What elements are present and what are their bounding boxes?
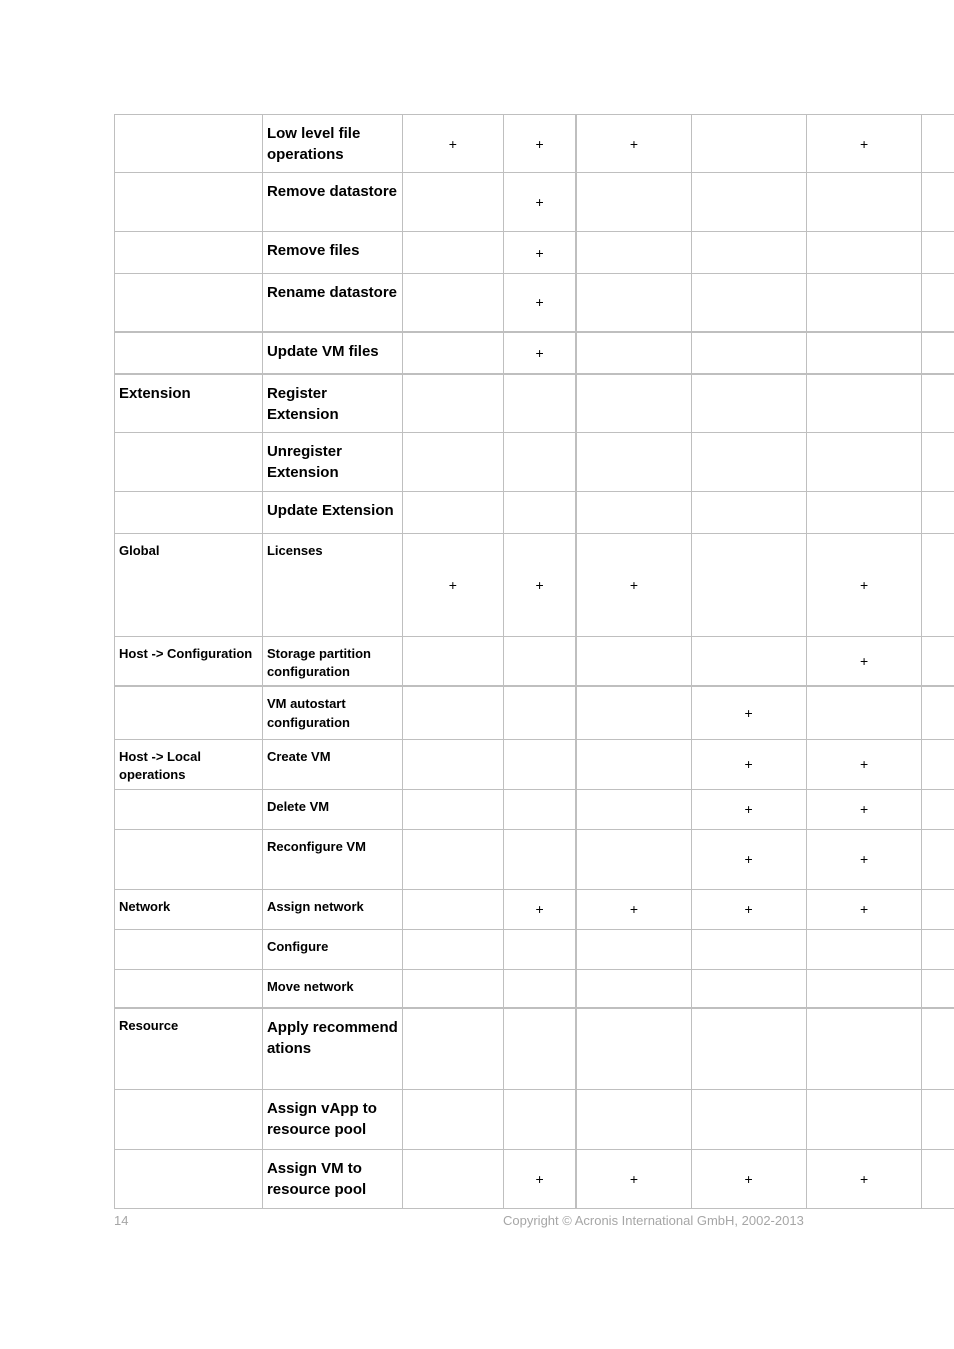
- empty-cell: [922, 534, 954, 637]
- category-cell: [115, 492, 263, 534]
- mark-cell: [691, 492, 806, 534]
- mark-cell: [806, 492, 922, 534]
- mark-cell: [503, 492, 576, 534]
- empty-cell: [922, 492, 954, 534]
- table-row: [115, 115, 954, 173]
- empty-cell: [922, 889, 954, 929]
- empty-cell: [922, 173, 954, 232]
- table-row: [115, 173, 954, 232]
- mark-cell: +: [806, 637, 922, 687]
- privilege-cell: Create VM: [262, 739, 402, 789]
- mark-cell: [402, 492, 503, 534]
- mark-cell: [806, 1089, 922, 1149]
- mark-cell: [503, 433, 576, 492]
- mark-cell: [806, 173, 922, 232]
- privilege-cell: Delete VM: [262, 789, 402, 829]
- mark-cell: [402, 1008, 503, 1089]
- mark-cell: [576, 374, 691, 433]
- table-row: [115, 433, 954, 492]
- empty-cell: [922, 1008, 954, 1089]
- table-row: [115, 534, 954, 637]
- mark-cell: +: [402, 115, 503, 173]
- category-cell: [115, 686, 263, 739]
- table-row: [115, 232, 954, 274]
- mark-cell: [402, 789, 503, 829]
- empty-cell: [922, 686, 954, 739]
- mark-cell: +: [503, 889, 576, 929]
- table-row: [115, 1149, 954, 1208]
- mark-cell: +: [503, 115, 576, 173]
- mark-cell: [691, 929, 806, 969]
- mark-cell: [503, 374, 576, 433]
- empty-cell: [922, 637, 954, 687]
- mark-cell: [691, 1089, 806, 1149]
- mark-cell: [691, 274, 806, 332]
- mark-cell: +: [691, 739, 806, 789]
- mark-cell: +: [503, 232, 576, 274]
- table-row: [115, 686, 954, 739]
- mark-cell: [503, 1089, 576, 1149]
- category-cell: Resource: [115, 1008, 263, 1089]
- mark-cell: +: [806, 739, 922, 789]
- mark-cell: +: [576, 534, 691, 637]
- category-cell: [115, 115, 263, 173]
- empty-cell: [922, 969, 954, 1008]
- mark-cell: [402, 232, 503, 274]
- mark-cell: [503, 929, 576, 969]
- category-cell: [115, 829, 263, 889]
- mark-cell: [691, 173, 806, 232]
- mark-cell: [576, 433, 691, 492]
- mark-cell: [503, 969, 576, 1008]
- mark-cell: [503, 739, 576, 789]
- mark-cell: [503, 1008, 576, 1089]
- mark-cell: [576, 789, 691, 829]
- mark-cell: [503, 789, 576, 829]
- mark-cell: [691, 374, 806, 433]
- category-cell: [115, 1089, 263, 1149]
- privilege-cell: Assign network: [262, 889, 402, 929]
- mark-cell: [503, 637, 576, 687]
- mark-cell: [402, 739, 503, 789]
- mark-cell: [576, 274, 691, 332]
- copyright-text: Copyright © Acronis International GmbH, 2002-2013: [503, 1213, 804, 1228]
- mark-cell: +: [503, 274, 576, 332]
- table-row: [115, 929, 954, 969]
- table-row: [115, 332, 954, 374]
- privilege-cell: Assign vApp to resource pool: [262, 1089, 402, 1149]
- mark-cell: [576, 173, 691, 232]
- table-row: [115, 739, 954, 789]
- empty-cell: [922, 232, 954, 274]
- mark-cell: +: [806, 1149, 922, 1208]
- mark-cell: [691, 1008, 806, 1089]
- privilege-cell: Remove files: [262, 232, 402, 274]
- mark-cell: +: [576, 889, 691, 929]
- mark-cell: [691, 969, 806, 1008]
- mark-cell: +: [402, 534, 503, 637]
- mark-cell: [402, 929, 503, 969]
- page-number: 14: [114, 1213, 129, 1228]
- mark-cell: [691, 232, 806, 274]
- mark-cell: +: [691, 1149, 806, 1208]
- mark-cell: +: [806, 889, 922, 929]
- table-row: [115, 274, 954, 332]
- mark-cell: [576, 829, 691, 889]
- privilege-cell: VM autostart configuration: [262, 686, 402, 739]
- mark-cell: [806, 332, 922, 374]
- mark-cell: [402, 686, 503, 739]
- mark-cell: +: [691, 789, 806, 829]
- empty-cell: [922, 433, 954, 492]
- empty-cell: [922, 739, 954, 789]
- privilege-cell: Assign VM to resource pool: [262, 1149, 402, 1208]
- privilege-cell: Licenses: [262, 534, 402, 637]
- privilege-cell: Reconfigure VM: [262, 829, 402, 889]
- privilege-cell: Storage partition configuration: [262, 637, 402, 687]
- mark-cell: +: [806, 829, 922, 889]
- category-cell: [115, 173, 263, 232]
- empty-cell: [922, 829, 954, 889]
- mark-cell: +: [691, 829, 806, 889]
- table-row: [115, 374, 954, 433]
- mark-cell: +: [576, 115, 691, 173]
- mark-cell: [402, 889, 503, 929]
- mark-cell: [576, 637, 691, 687]
- privilege-cell: Low level file operations: [262, 115, 402, 173]
- mark-cell: [691, 637, 806, 687]
- privilege-cell: Move network: [262, 969, 402, 1008]
- mark-cell: [576, 1089, 691, 1149]
- category-cell: Network: [115, 889, 263, 929]
- mark-cell: [402, 433, 503, 492]
- mark-cell: [402, 829, 503, 889]
- mark-cell: +: [806, 789, 922, 829]
- privilege-cell: Unregister Extension: [262, 433, 402, 492]
- category-cell: Host -> Configuration: [115, 637, 263, 687]
- mark-cell: +: [806, 534, 922, 637]
- mark-cell: [806, 929, 922, 969]
- mark-cell: [576, 686, 691, 739]
- mark-cell: +: [576, 1149, 691, 1208]
- mark-cell: [691, 534, 806, 637]
- mark-cell: [806, 969, 922, 1008]
- table-row: [115, 637, 954, 687]
- mark-cell: [576, 739, 691, 789]
- mark-cell: [402, 637, 503, 687]
- privilege-cell: Apply recommendations: [262, 1008, 402, 1089]
- mark-cell: [806, 686, 922, 739]
- privilege-cell: Register Extension: [262, 374, 402, 433]
- mark-cell: [402, 274, 503, 332]
- mark-cell: [806, 1008, 922, 1089]
- mark-cell: [402, 1089, 503, 1149]
- mark-cell: [576, 332, 691, 374]
- mark-cell: [691, 433, 806, 492]
- category-cell: Host -> Local operations: [115, 739, 263, 789]
- table-row: [115, 889, 954, 929]
- mark-cell: [576, 232, 691, 274]
- empty-cell: [922, 1089, 954, 1149]
- mark-cell: [806, 374, 922, 433]
- mark-cell: +: [503, 332, 576, 374]
- mark-cell: [402, 1149, 503, 1208]
- mark-cell: [691, 115, 806, 173]
- mark-cell: [503, 686, 576, 739]
- mark-cell: +: [503, 534, 576, 637]
- empty-cell: [922, 332, 954, 374]
- table-row: [115, 829, 954, 889]
- mark-cell: [806, 232, 922, 274]
- empty-cell: [922, 374, 954, 433]
- privilege-cell: Configure: [262, 929, 402, 969]
- mark-cell: [576, 929, 691, 969]
- category-cell: [115, 332, 263, 374]
- category-cell: [115, 274, 263, 332]
- privilege-cell: Remove datastore: [262, 173, 402, 232]
- mark-cell: +: [691, 686, 806, 739]
- mark-cell: +: [503, 1149, 576, 1208]
- mark-cell: [402, 374, 503, 433]
- mark-cell: [503, 829, 576, 889]
- mark-cell: +: [806, 115, 922, 173]
- privilege-cell: Update VM files: [262, 332, 402, 374]
- mark-cell: +: [691, 889, 806, 929]
- mark-cell: [806, 433, 922, 492]
- mark-cell: [402, 969, 503, 1008]
- mark-cell: [576, 492, 691, 534]
- mark-cell: [806, 274, 922, 332]
- permissions-table: [114, 114, 954, 1209]
- empty-cell: [922, 929, 954, 969]
- empty-cell: [922, 1149, 954, 1208]
- category-cell: [115, 1149, 263, 1208]
- empty-cell: [922, 115, 954, 173]
- category-cell: [115, 789, 263, 829]
- mark-cell: [576, 1008, 691, 1089]
- empty-cell: [922, 789, 954, 829]
- table-row: [115, 1089, 954, 1149]
- table-row: [115, 789, 954, 829]
- category-cell: Global: [115, 534, 263, 637]
- mark-cell: [691, 332, 806, 374]
- category-cell: Extension: [115, 374, 263, 433]
- category-cell: [115, 232, 263, 274]
- privilege-cell: Update Extension: [262, 492, 402, 534]
- privilege-cell: Rename datastore: [262, 274, 402, 332]
- category-cell: [115, 969, 263, 1008]
- mark-cell: [576, 969, 691, 1008]
- mark-cell: [402, 332, 503, 374]
- category-cell: [115, 433, 263, 492]
- mark-cell: +: [503, 173, 576, 232]
- table-row: [115, 969, 954, 1008]
- table-row: [115, 492, 954, 534]
- table-row: [115, 1008, 954, 1089]
- category-cell: [115, 929, 263, 969]
- mark-cell: [402, 173, 503, 232]
- empty-cell: [922, 274, 954, 332]
